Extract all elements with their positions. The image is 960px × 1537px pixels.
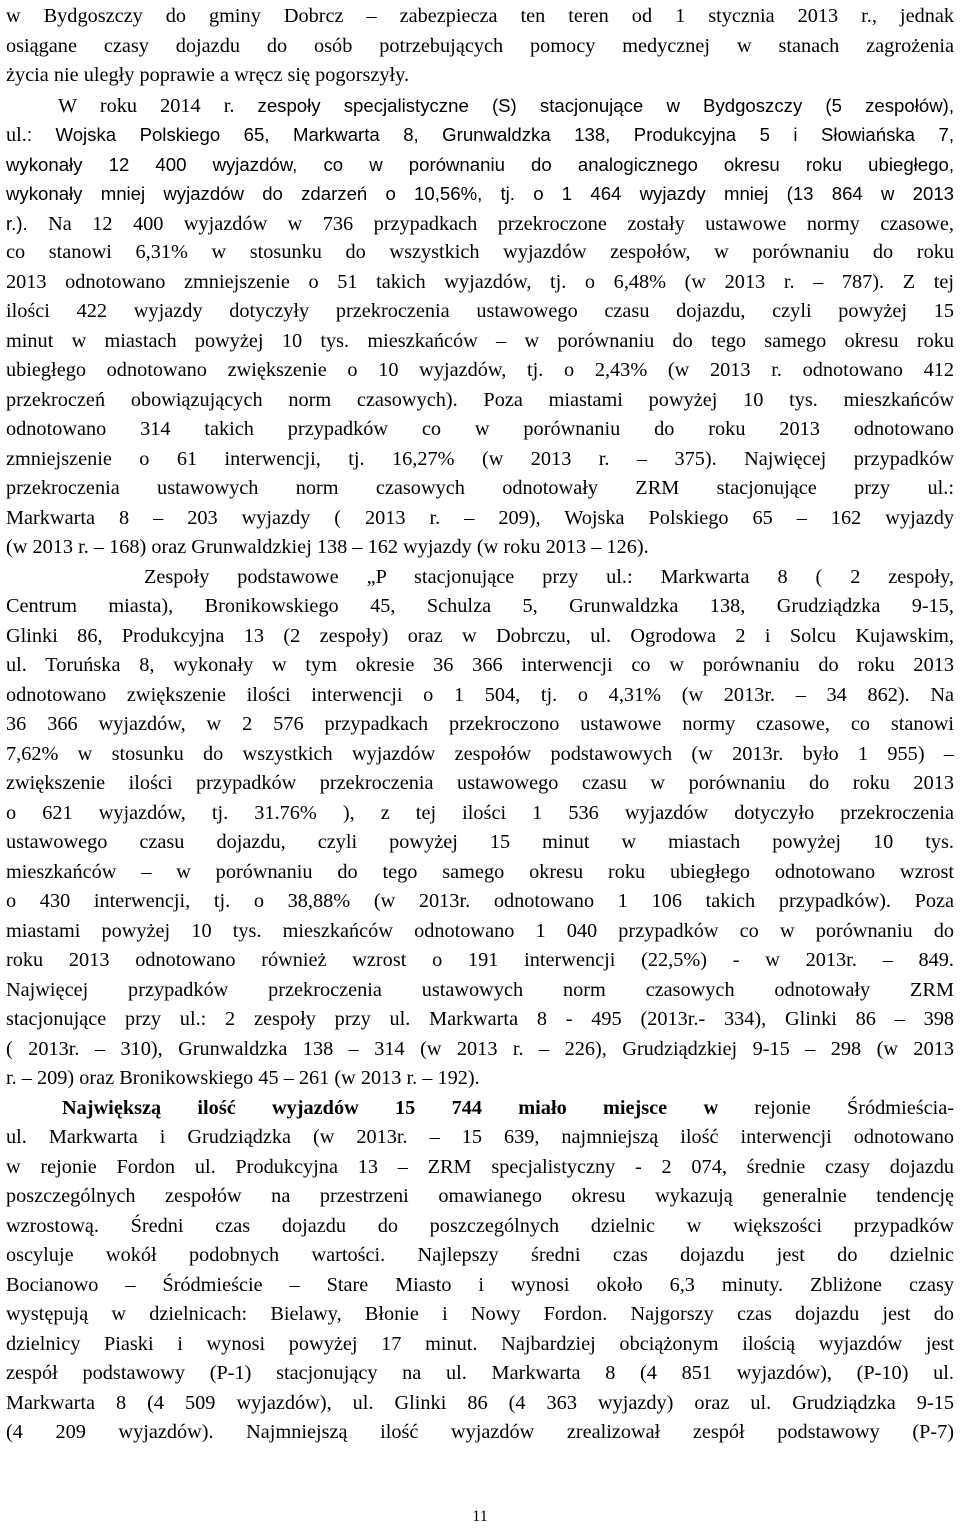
text-line-29: ustawowego czasu dojazdu, czyli powyżej 15 minut w miastach powyżej 10 tys.: [6, 831, 954, 853]
text-line-23: ul. Toruńska 8, wykonały w tym okresie 36 366 interwencji co w porównaniu do roku 2013: [6, 654, 954, 676]
text-line-42: wzrostową. Średni czas dojazdu do poszczególnych dzielnic w większości przypadków: [6, 1214, 954, 1237]
text-line-12: minut w miastach powyżej 10 tys. mieszkańców – w porównaniu do tego samego okresu roku: [6, 329, 954, 352]
text-line-2: osiągane czasy dojazdu do osób potrzebujących pomocy medycznej w stanach zagrożenia: [6, 34, 954, 57]
text-line-30: mieszkańców – w porównaniu do tego samego okresu roku ubiegłego odnotowano wzrost: [6, 860, 954, 883]
text-line-22: Glinki 86, Produkcyjna 13 (2 zespoły) oraz w Dobrczu, ul. Ogrodowa 2 i Solcu Kujawskim,: [6, 624, 954, 647]
text-line-38: [6, 1094, 954, 1124]
text-line-46: dzielnicy Piaski i wynosi powyżej 17 minut. Najbardziej obciążonym ilością wyjazdów jest: [6, 1332, 954, 1355]
text-line-13: ubiegłego odnotowano zwiększenie o 10 wyjazdów, tj. o 2,43% (w 2013 r. odnotowano 412: [6, 359, 954, 381]
text-line-34: Najwięcej przypadków przekroczenia ustawowych norm czasowych odnotowały ZRM: [6, 978, 954, 1001]
text-line-9: co stanowi 6,31% w stosunku do wszystkich wyjazdów zespołów, w porównaniu do roku: [6, 241, 954, 263]
text-line-4-prefix: W roku 2014 r.: [58, 94, 235, 117]
text-line-6: wykonały 12 400 wyjazdów, co w porównaniu do analogicznego okresu roku ubiegłego,: [6, 153, 954, 175]
text-line-44: Bocianowo – Śródmieście – Stare Miasto i wynosi około 6,3 minuty. Zbliżone czasy: [6, 1273, 954, 1296]
text-line-11: ilości 422 wyjazdy dotyczyły przekroczenia ustawowego czasu dojazdu, czyli powyżej 15: [6, 300, 954, 322]
text-line-5-rest: : Wojska Polskiego 65, Markwarta 8, Grunwaldzka 138, Produkcyjna 5 i Słowiańska 7,: [26, 124, 954, 145]
text-line-28: o 621 wyjazdów, tj. 31.76% ), z tej ilości 1 536 wyjazdów dotyczyło przekroczenia: [6, 801, 954, 824]
text-line-35: stacjonujące przy ul.: 2 zespoły przy ul. Markwarta 8 - 495 (2013r.- 334), Glinki 86 – 398: [6, 1008, 954, 1030]
text-line-3: życia nie uległy poprawie a wręcz się pogorszyły.: [6, 64, 410, 86]
text-line-15: odnotowano 314 takich przypadków co w porównaniu do roku 2013 odnotowano: [6, 418, 954, 440]
text-line-25: 36 366 wyjazdów, w 2 576 przypadkach przekroczono ustawowe normy czasowe, co stanowi: [6, 713, 954, 735]
text-line-33: roku 2013 odnotowano również wzrost o 191 interwencji (22,5%) - w 2013r. – 849.: [6, 949, 954, 971]
text-line-27: zwiększenie ilości przypadków przekroczenia ustawowego czasu w porównaniu do roku 2013: [6, 772, 954, 794]
text-line-38-rest: rejonie Śródmieścia-: [754, 1096, 954, 1119]
text-line-21: Centrum miasta), Bronikowskiego 45, Schulza 5, Grunwaldzka 138, Grudziądzka 9-15,: [6, 595, 954, 617]
text-line-26: 7,62% w stosunku do wszystkich wyjazdów zespołów podstawowych (w 2013r. było 1 955) –: [6, 742, 954, 765]
text-line-36: ( 2013r. – 310), Grunwaldzka 138 – 314 (w 2013 r. – 226), Grudziądzkiej 9-15 – 298 (w 2013: [6, 1037, 954, 1060]
text-line-5-prefix: ul.: [6, 124, 27, 146]
text-line-1: w Bydgoszczy do gminy Dobrcz – zabezpiecza ten teren od 1 stycznia 2013 r., jednak: [6, 5, 954, 27]
text-line-18: Markwarta 8 – 203 wyjazdy ( 2013 r. – 209), Wojska Polskiego 65 – 162 wyjazdy: [6, 506, 954, 529]
text-line-4: [6, 91, 954, 121]
text-line-8: [6, 209, 954, 239]
text-line-37: r. – 209) oraz Bronikowskiego 45 – 261 (w 2013 r. – 192).: [6, 1067, 480, 1089]
text-line-5: [6, 120, 954, 150]
text-line-10: 2013 odnotowano zmniejszenie o 51 takich wyjazdów, tj. o 6,48% (w 2013 r. – 787). Z tej: [6, 270, 954, 293]
text-line-19: (w 2013 r. – 168) oraz Grunwaldzkiej 138 – 162 wyjazdy (w roku 2013 – 126).: [6, 536, 649, 558]
text-line-49: (4 209 wyjazdów). Najmniejszą ilość wyjazdów zrealizował zespół podstawowy (P-7): [6, 1421, 954, 1443]
text-line-43: oscyluje wokół podobnych wartości. Najlepszy średni czas dojazdu jest do dzielnic: [6, 1244, 954, 1266]
text-line-17: przekroczenia ustawowych norm czasowych odnotowały ZRM stacjonujące przy ul.:: [6, 477, 954, 499]
text-line-4-rest: zespoły specjalistyczne (S) stacjonujące w Bydgoszczy (5 zespołów),: [257, 94, 954, 116]
text-line-8-prefix: r.).: [6, 212, 28, 234]
text-line-40: w rejonie Fordon ul. Produkcyjna 13 – ZRM specjalistyczny - 2 074, średnie czasy dojazdu: [6, 1155, 954, 1178]
text-line-39: ul. Markwarta i Grudziądzka (w 2013r. – 15 639, najmniejszą ilość interwencji odnotowano: [6, 1126, 954, 1148]
text-line-16: zmniejszenie o 61 interwencji, tj. 16,27% (w 2013 r. – 375). Najwięcej przypadków: [6, 447, 954, 470]
text-line-45: występują w dzielnicach: Bielawy, Błonie i Nowy Fordon. Najgorszy czas dojazdu jest do: [6, 1303, 954, 1325]
page-number: 11: [472, 1508, 488, 1525]
text-line-31: o 430 interwencji, tj. o 38,88% (w 2013r. odnotowano 1 106 takich przypadków). Poza: [6, 890, 954, 912]
text-line-38-bold: Największą ilość wyjazdów 15 744 miało miejsce w: [62, 1096, 719, 1119]
text-line-32: miastami powyżej 10 tys. mieszkańców odnotowano 1 040 przypadków co w porównaniu do: [6, 919, 954, 942]
document-page: [6, 2, 954, 1448]
text-line-41: poszczególnych zespołów na przestrzeni omawianego okresu wykazują generalnie tendencję: [6, 1185, 954, 1207]
text-line-20: Zespoły podstawowe „P stacjonujące przy ul.: Markwarta 8 ( 2 zespoły,: [144, 565, 954, 588]
text-line-47: zespół podstawowy (P-1) stacjonujący na ul. Markwarta 8 (4 851 wyjazdów), (P-10) ul.: [6, 1362, 954, 1384]
text-line-24: odnotowano zwiększenie ilości interwencji o 1 504, tj. o 4,31% (w 2013r. – 34 862). Na: [6, 683, 954, 706]
text-line-7: wykonały mniej wyjazdów do zdarzeń o 10,56%, tj. o 1 464 wyjazdy mniej (13 864 w 2013: [6, 183, 954, 204]
text-line-48: Markwarta 8 (4 509 wyjazdów), ul. Glinki 86 (4 363 wyjazdy) oraz ul. Grudziądzka 9-15: [6, 1391, 954, 1414]
text-line-14: przekroczeń obowiązujących norm czasowych). Poza miastami powyżej 10 tys. mieszkańców: [6, 388, 954, 411]
text-line-8-rest: Na 12 400 wyjazdów w 736 przypadkach przekroczone zostały ustawowe normy czasowe,: [48, 212, 954, 235]
